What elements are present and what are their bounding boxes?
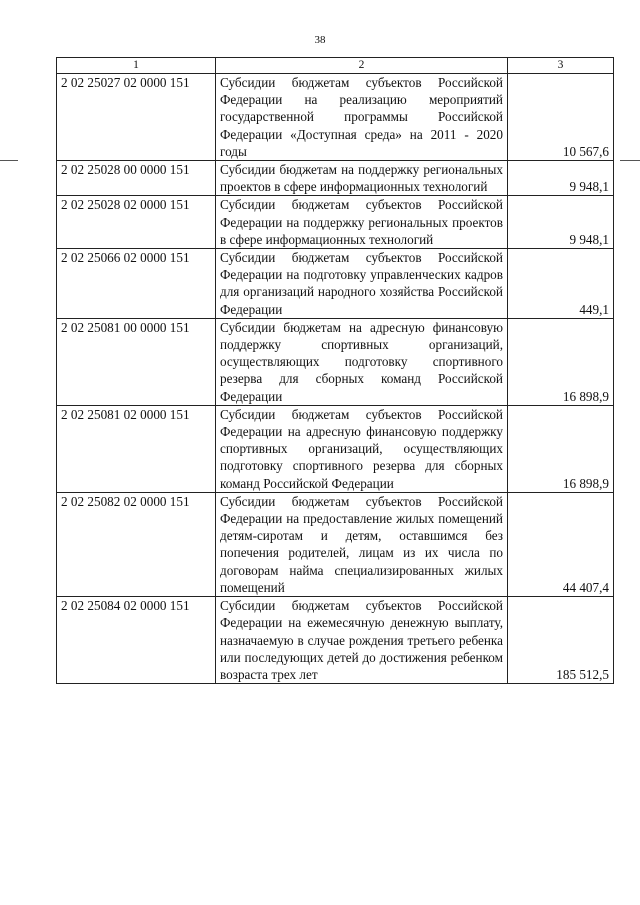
- row-amount: 16 898,9: [508, 318, 614, 405]
- table-row: [57, 492, 614, 596]
- scan-mark-left: [0, 160, 18, 161]
- header-col-2: 2: [216, 58, 508, 74]
- table-row: [57, 249, 614, 319]
- row-code: 2 02 25028 00 0000 151: [57, 161, 216, 196]
- row-description: Субсидии бюджетам субъектов Российской Федерации на подготовку управленческих кадров для организаций народного хозяйства Российской Федерации: [216, 249, 508, 319]
- table-row: [57, 597, 614, 684]
- row-description: Субсидии бюджетам субъектов Российской Федерации на реализацию мероприятий государственной программы Российской Федерации «Доступная среда» на 2011 - 2020 годы: [216, 74, 508, 161]
- row-description: Субсидии бюджетам субъектов Российской Федерации на предоставление жилых помещений детям-сиротам и детям, оставшимся без попечения родителей, лицам из их числа по договорам найма специализированных жилых помещений: [216, 492, 508, 596]
- row-code: 2 02 25027 02 0000 151: [57, 74, 216, 161]
- row-amount: 16 898,9: [508, 405, 614, 492]
- row-amount: 9 948,1: [508, 161, 614, 196]
- row-amount: 449,1: [508, 249, 614, 319]
- budget-table: [56, 57, 614, 684]
- table-row: [57, 318, 614, 405]
- table-row: [57, 74, 614, 161]
- row-description: Субсидии бюджетам на адресную финансовую поддержку спортивных организаций, осуществляющих подготовку спортивного резерва для сборных команд Российской Федерации: [216, 318, 508, 405]
- table-row: [57, 196, 614, 249]
- row-description: Субсидии бюджетам субъектов Российской Федерации на поддержку региональных проектов в сфере информационных технологий: [216, 196, 508, 249]
- row-amount: 44 407,4: [508, 492, 614, 596]
- row-code: 2 02 25082 02 0000 151: [57, 492, 216, 596]
- row-description: Субсидии бюджетам субъектов Российской Федерации на ежемесячную денежную выплату, назначаемую в случае рождения третьего ребенка или последующих детей до достижения ребенком возраста трех лет: [216, 597, 508, 684]
- page-number: 38: [314, 34, 326, 46]
- row-description: Субсидии бюджетам субъектов Российской Федерации на адресную финансовую поддержку спортивных организаций, осуществляющих подготовку спортивного резерва для сборных команд Российской Федерации: [216, 405, 508, 492]
- row-amount: 9 948,1: [508, 196, 614, 249]
- row-description: Субсидии бюджетам на поддержку региональных проектов в сфере информационных технологий: [216, 161, 508, 196]
- row-amount: 185 512,5: [508, 597, 614, 684]
- row-code: 2 02 25081 00 0000 151: [57, 318, 216, 405]
- row-code: 2 02 25066 02 0000 151: [57, 249, 216, 319]
- scan-mark-right: [620, 160, 640, 161]
- header-col-3: 3: [508, 58, 614, 74]
- header-col-1: 1: [57, 58, 216, 74]
- row-code: 2 02 25084 02 0000 151: [57, 597, 216, 684]
- row-code: 2 02 25028 02 0000 151: [57, 196, 216, 249]
- row-code: 2 02 25081 02 0000 151: [57, 405, 216, 492]
- table-row: [57, 161, 614, 196]
- table-row: [57, 405, 614, 492]
- table-header-row: [57, 58, 614, 74]
- row-amount: 10 567,6: [508, 74, 614, 161]
